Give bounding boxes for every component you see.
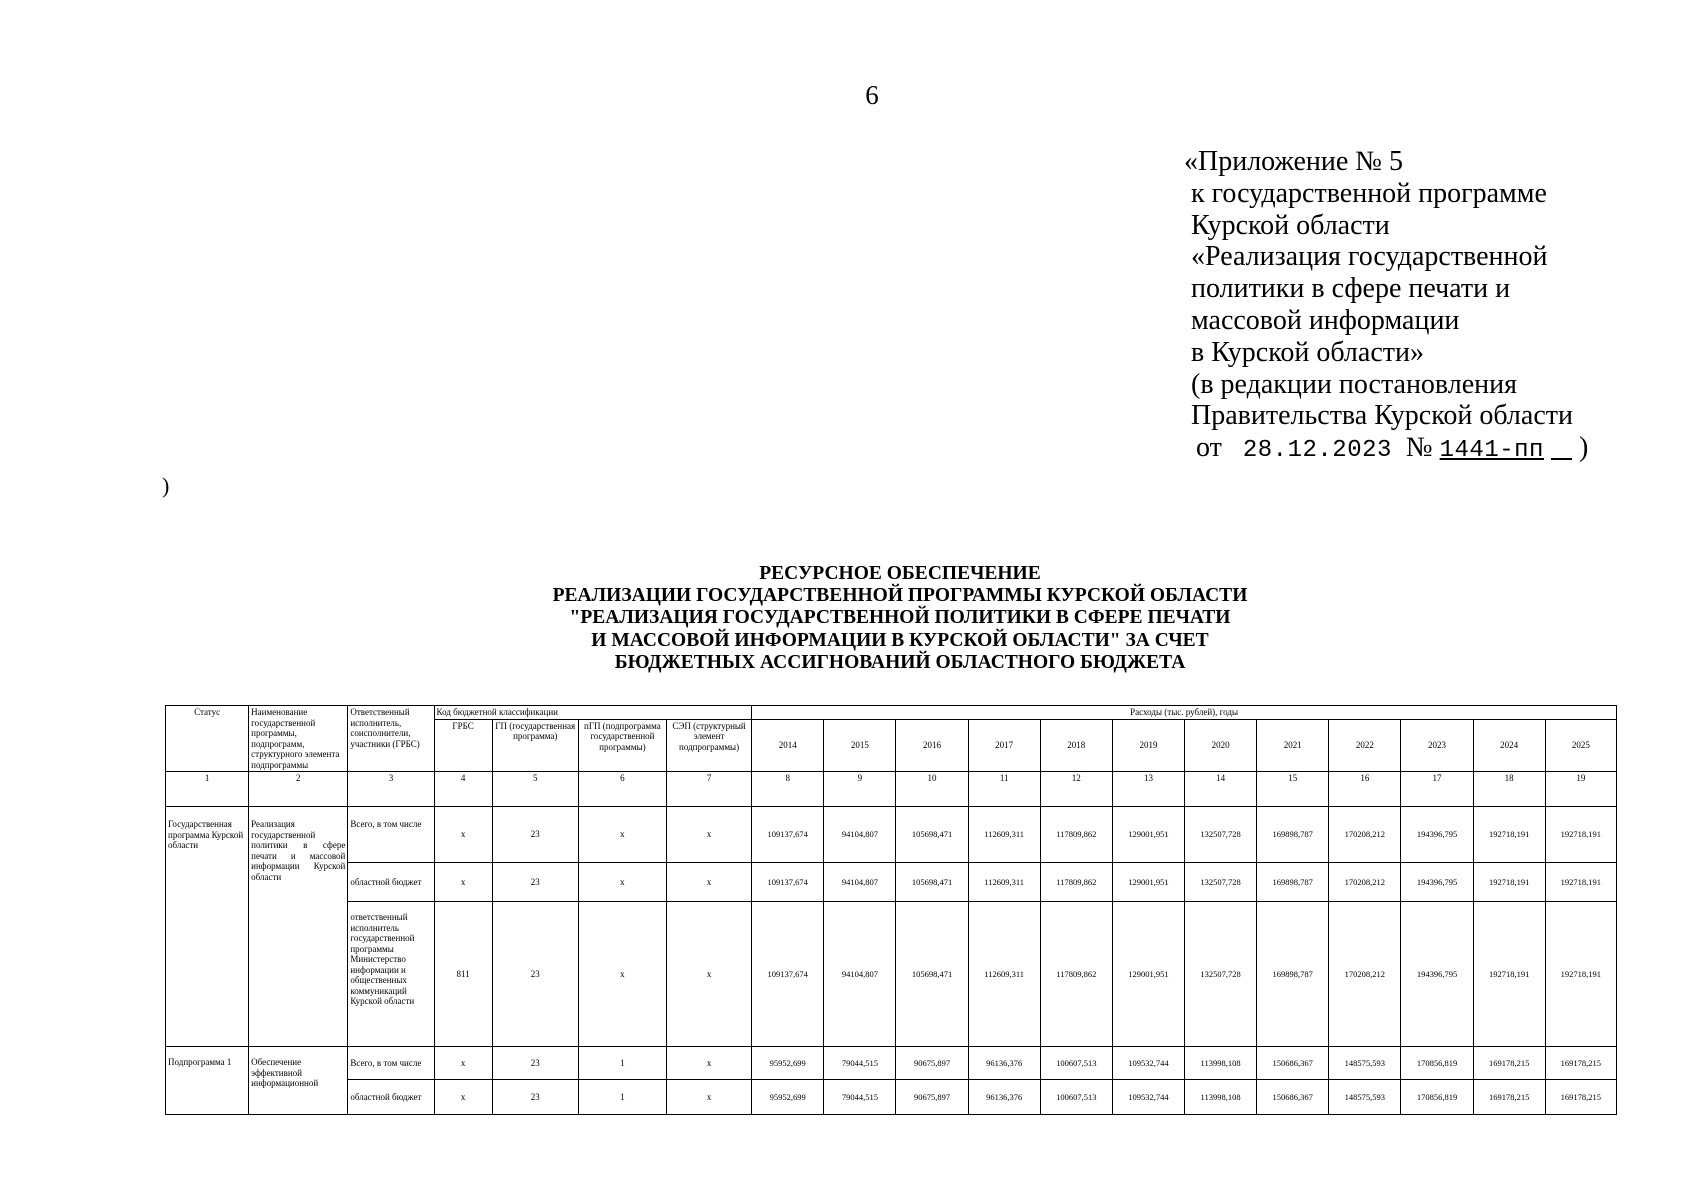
- responsible-cell: областной бюджет: [348, 863, 434, 902]
- value-cell: 112609,311: [968, 863, 1040, 902]
- header-year: 2014: [752, 719, 824, 771]
- value-cell: 90675,897: [896, 1080, 968, 1115]
- appendix-line: массовой информации: [1191, 304, 1460, 336]
- header-year: 2023: [1401, 719, 1473, 771]
- value-cell: 192718,191: [1545, 807, 1616, 863]
- column-number: 3: [348, 772, 434, 807]
- header-year: 2018: [1040, 719, 1112, 771]
- value-cell: 100607,513: [1040, 1047, 1112, 1080]
- resource-table: [165, 705, 1617, 1115]
- header-status: Статус: [166, 706, 249, 772]
- column-number: 14: [1185, 772, 1257, 807]
- value-cell: 94104,807: [824, 863, 896, 902]
- value-cell: 170856,819: [1401, 1080, 1473, 1115]
- appendix-line: «Приложение № 5: [1184, 146, 1403, 177]
- sep-cell: x: [666, 902, 751, 1047]
- value-cell: 192718,191: [1545, 863, 1616, 902]
- value-cell: 132507,728: [1185, 863, 1257, 902]
- value-cell: 129001,951: [1112, 863, 1184, 902]
- column-number: 6: [578, 772, 666, 807]
- title-line: И МАССОВОЙ ИНФОРМАЦИИ В КУРСКОЙ ОБЛАСТИ" ЗА СЧЕТ: [591, 629, 1209, 651]
- value-cell: 96136,376: [968, 1080, 1040, 1115]
- header-sep: СЭП (структурный элемент подпрограммы): [666, 719, 751, 771]
- value-cell: 194396,795: [1401, 807, 1473, 863]
- value-cell: 194396,795: [1401, 902, 1473, 1047]
- column-number: 4: [434, 772, 492, 807]
- pgp-cell: x: [578, 863, 666, 902]
- value-cell: 169898,787: [1257, 807, 1329, 863]
- responsible-cell: ответственный исполнитель государственной программы Министерство информации и общественных коммуникаций Курской области: [348, 902, 434, 1047]
- gp-cell: 23: [492, 902, 578, 1047]
- value-cell: 105698,471: [896, 807, 968, 863]
- date-prefix: от: [1196, 432, 1222, 464]
- header-year: 2024: [1473, 719, 1545, 771]
- gp-cell: 23: [492, 1080, 578, 1115]
- header-year: 2017: [968, 719, 1040, 771]
- appendix-line: политики в сфере печати и: [1191, 273, 1511, 305]
- pgp-cell: 1: [578, 1047, 666, 1080]
- sep-cell: x: [666, 1080, 751, 1115]
- value-cell: 109137,674: [752, 863, 824, 902]
- gp-cell: 23: [492, 863, 578, 902]
- value-cell: 169898,787: [1257, 863, 1329, 902]
- value-cell: 113998,108: [1185, 1080, 1257, 1115]
- gp-cell: 23: [492, 807, 578, 863]
- column-number: 12: [1040, 772, 1112, 807]
- value-cell: 194396,795: [1401, 863, 1473, 902]
- column-number: 19: [1545, 772, 1616, 807]
- header-year: 2016: [896, 719, 968, 771]
- header-grbs: ГРБС: [434, 719, 492, 771]
- column-number: 15: [1257, 772, 1329, 807]
- column-number-row: [166, 772, 1617, 807]
- column-number: 18: [1473, 772, 1545, 807]
- appendix-line: Курской области: [1191, 209, 1390, 241]
- header-year: 2019: [1112, 719, 1184, 771]
- table-row: [166, 902, 1617, 1047]
- value-cell: 169178,215: [1473, 1080, 1545, 1115]
- value-cell: 117809,862: [1040, 863, 1112, 902]
- title-line: "РЕАЛИЗАЦИЯ ГОСУДАРСТВЕННОЙ ПОЛИТИКИ В СФЕРЕ ПЕЧАТИ: [569, 607, 1231, 629]
- value-cell: 170208,212: [1329, 863, 1401, 902]
- value-cell: 96136,376: [968, 1047, 1040, 1080]
- grbs-cell: x: [434, 1080, 492, 1115]
- header-gp: ГП (государственная программа): [492, 719, 578, 771]
- responsible-cell: областной бюджет: [348, 1080, 434, 1115]
- value-cell: 132507,728: [1185, 807, 1257, 863]
- value-cell: 132507,728: [1185, 902, 1257, 1047]
- value-cell: 109137,674: [752, 902, 824, 1047]
- value-cell: 95952,699: [752, 1080, 824, 1115]
- value-cell: 170208,212: [1329, 902, 1401, 1047]
- gp-cell: 23: [492, 1047, 578, 1080]
- value-cell: 109532,744: [1112, 1080, 1184, 1115]
- stray-mark: ): [162, 473, 170, 498]
- grbs-cell: x: [434, 863, 492, 902]
- value-cell: 192718,191: [1473, 902, 1545, 1047]
- number-prefix: №: [1405, 432, 1433, 464]
- column-number: 1: [166, 772, 249, 807]
- value-cell: 169178,215: [1473, 1047, 1545, 1080]
- table-row: [166, 1080, 1617, 1115]
- name-cell: Обеспечение эффективной информационной: [249, 1047, 348, 1115]
- header-year: 2020: [1185, 719, 1257, 771]
- appendix-line: к государственной программе: [1191, 177, 1547, 209]
- value-cell: 94104,807: [824, 807, 896, 863]
- page-number: 6: [865, 80, 879, 110]
- sep-cell: x: [666, 863, 751, 902]
- header-expenses: Расходы (тыс. рублей), годы: [752, 706, 1617, 720]
- value-cell: 169178,215: [1545, 1080, 1616, 1115]
- value-cell: 79044,515: [824, 1080, 896, 1115]
- resolution-date: 28.12.2023: [1242, 437, 1392, 465]
- value-cell: 112609,311: [968, 902, 1040, 1047]
- table-row: [166, 807, 1617, 863]
- document-title: [400, 563, 1400, 674]
- column-number: 2: [249, 772, 348, 807]
- value-cell: 79044,515: [824, 1047, 896, 1080]
- resolution-number: 1441-пп: [1439, 437, 1544, 465]
- header-year: 2022: [1329, 719, 1401, 771]
- pgp-cell: x: [578, 902, 666, 1047]
- grbs-cell: x: [434, 1047, 492, 1080]
- closing-paren: ): [1578, 432, 1589, 464]
- header-responsible: Ответственный исполнитель, соисполнители, участники (ГРБС): [348, 706, 434, 772]
- column-number: 9: [824, 772, 896, 807]
- value-cell: 117809,862: [1040, 807, 1112, 863]
- column-number: 11: [968, 772, 1040, 807]
- header-name: Наименование государственной программы, подпрограмм, структурного элемента подпрограммы: [249, 706, 348, 772]
- value-cell: 90675,897: [896, 1047, 968, 1080]
- value-cell: 169898,787: [1257, 902, 1329, 1047]
- column-number: 13: [1112, 772, 1184, 807]
- value-cell: 192718,191: [1473, 863, 1545, 902]
- value-cell: 94104,807: [824, 902, 896, 1047]
- title-line: РЕСУРСНОЕ ОБЕСПЕЧЕНИЕ: [759, 563, 1041, 584]
- header-year: 2021: [1257, 719, 1329, 771]
- column-number: 16: [1329, 772, 1401, 807]
- value-cell: 129001,951: [1112, 902, 1184, 1047]
- status-cell: Подпрограмма 1: [166, 1047, 249, 1115]
- column-number: 7: [666, 772, 751, 807]
- appendix-line: Правительства Курской области: [1191, 400, 1573, 432]
- value-cell: 148575,593: [1329, 1047, 1401, 1080]
- value-cell: 117809,862: [1040, 902, 1112, 1047]
- header-pgp: пГП (подпрограмма государственной программы): [578, 719, 666, 771]
- value-cell: 112609,311: [968, 807, 1040, 863]
- column-number: 8: [752, 772, 824, 807]
- appendix-line: в Курской области»: [1191, 336, 1424, 368]
- sep-cell: x: [666, 807, 751, 863]
- grbs-cell: x: [434, 807, 492, 863]
- value-cell: 150686,367: [1257, 1047, 1329, 1080]
- value-cell: 170856,819: [1401, 1047, 1473, 1080]
- name-cell: Реализация государственной политики в сфере печати и массовой информации Курской области: [249, 807, 348, 1047]
- header-year: 2025: [1545, 719, 1616, 771]
- column-number: 10: [896, 772, 968, 807]
- value-cell: 192718,191: [1545, 902, 1616, 1047]
- value-cell: 95952,699: [752, 1047, 824, 1080]
- responsible-cell: Всего, в том числе: [348, 807, 434, 863]
- value-cell: 100607,513: [1040, 1080, 1112, 1115]
- table-row: [166, 863, 1617, 902]
- value-cell: 109137,674: [752, 807, 824, 863]
- status-cell: Государственная программа Курской области: [166, 807, 249, 1047]
- header-kbk: Код бюджетной классификации: [434, 706, 752, 720]
- column-number: 5: [492, 772, 578, 807]
- table-row: [166, 1047, 1617, 1080]
- value-cell: 105698,471: [896, 902, 968, 1047]
- appendix-block: [1184, 146, 1588, 467]
- grbs-cell: 811: [434, 902, 492, 1047]
- column-number: 17: [1401, 772, 1473, 807]
- value-cell: 105698,471: [896, 863, 968, 902]
- resolution-date-line: [1184, 432, 1588, 467]
- value-cell: 148575,593: [1329, 1080, 1401, 1115]
- value-cell: 169178,215: [1545, 1047, 1616, 1080]
- title-line: РЕАЛИЗАЦИИ ГОСУДАРСТВЕННОЙ ПРОГРАММЫ КУРСКОЙ ОБЛАСТИ: [552, 585, 1248, 607]
- title-line: БЮДЖЕТНЫХ АССИГНОВАНИЙ ОБЛАСТНОГО БЮДЖЕТА: [614, 651, 1186, 673]
- value-cell: 192718,191: [1473, 807, 1545, 863]
- sep-cell: x: [666, 1047, 751, 1080]
- value-cell: 150686,367: [1257, 1080, 1329, 1115]
- responsible-cell: Всего, в том числе: [348, 1047, 434, 1080]
- value-cell: 170208,212: [1329, 807, 1401, 863]
- header-year: 2015: [824, 719, 896, 771]
- value-cell: 129001,951: [1112, 807, 1184, 863]
- appendix-line: «Реализация государственной: [1191, 241, 1548, 273]
- header-row: [166, 706, 1617, 720]
- value-cell: 109532,744: [1112, 1047, 1184, 1080]
- pgp-cell: x: [578, 807, 666, 863]
- appendix-line: (в редакции постановления: [1191, 368, 1518, 400]
- pgp-cell: 1: [578, 1080, 666, 1115]
- value-cell: 113998,108: [1185, 1047, 1257, 1080]
